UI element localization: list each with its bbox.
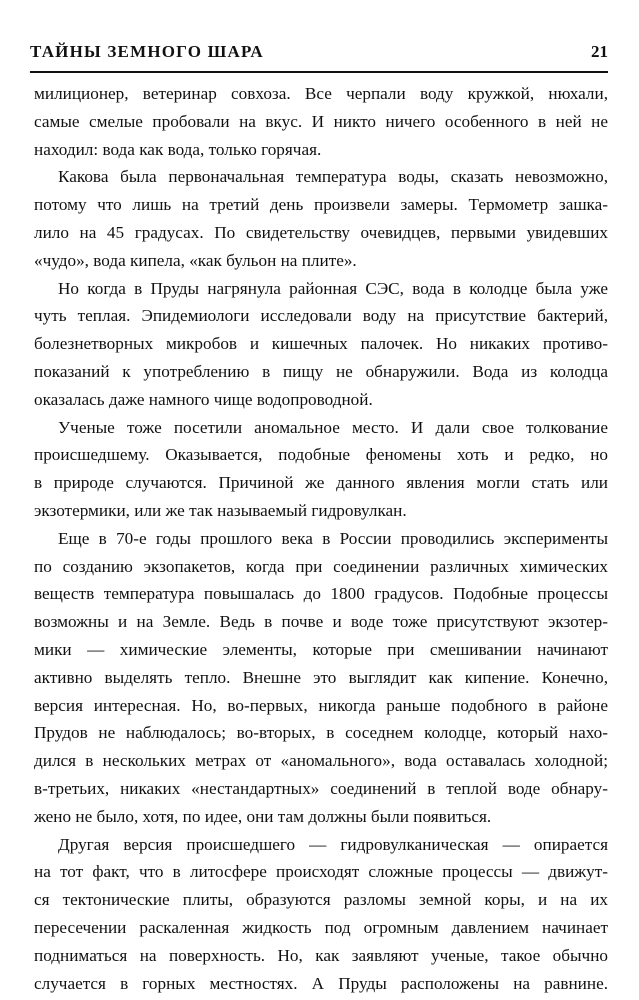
running-head-title: ТАЙНЫ ЗЕМНОГО ШАРА bbox=[30, 42, 264, 61]
text-line: самые смелые пробовали на вкус. И никто ничего особенного в ней не bbox=[34, 111, 608, 131]
text-line: экзотермики, или же так называемый гидровулкан. bbox=[34, 500, 407, 520]
running-head bbox=[30, 41, 608, 65]
text-line: подниматься на поверхность. Но, как заявляют ученые, такое обычно bbox=[34, 945, 608, 965]
text-line: оказалась даже намного чище водопроводной. bbox=[34, 389, 373, 409]
text-line: мики — химические элементы, которые при смешивании начинают bbox=[34, 639, 608, 659]
text-line: на тот факт, что в литосфере происходят сложные процессы — движут- bbox=[34, 862, 608, 882]
text-line: потому что лишь на третий день произвели замеры. Термометр зашка- bbox=[34, 195, 608, 215]
body-text bbox=[34, 80, 608, 997]
text-line: Но когда в Пруды нагрянула районная СЭС, вода в колодце была уже bbox=[58, 278, 608, 298]
text-line: дился в нескольких метрах от «аномального», вода оставалась холодной; bbox=[34, 751, 608, 771]
text-line: Ученые тоже посетили аномальное место. И дали свое толкование bbox=[58, 417, 608, 437]
text-line: ся тектонические плиты, образуются разломы земной коры, и на их bbox=[34, 890, 608, 910]
text-line: возможны и на Земле. Ведь в почве и воде тоже присутствуют экзотер- bbox=[34, 612, 608, 632]
page-number: 21 bbox=[591, 42, 608, 61]
text-line: в-третьих, никаких «нестандартных» соединений в теплой воде обнару- bbox=[34, 778, 608, 798]
header-rule bbox=[30, 71, 608, 73]
text-line: показаний к употреблению в пищу не обнаружили. Вода из колодца bbox=[34, 361, 608, 381]
text-line: Еще в 70-е годы прошлого века в России проводились эксперименты bbox=[58, 528, 608, 548]
text-line: Какова была первоначальная температура воды, сказать невозможно, bbox=[58, 167, 608, 187]
text-line: лило на 45 градусах. По свидетельству очевидцев, первыми увидевших bbox=[34, 222, 608, 242]
text-line: жено не было, хотя, по идее, они там должны были появиться. bbox=[34, 806, 492, 826]
text-line: чуть теплая. Эпидемиологи исследовали воду на присутствие бактерий, bbox=[34, 306, 608, 326]
text-line: в природе случаются. Причиной же данного явления могли стать или bbox=[34, 473, 608, 493]
text-line: болезнетворных микробов и кишечных палочек. Но никаких противо- bbox=[34, 334, 608, 354]
text-line: Другая версия происшедшего — гидровулканическая — опирается bbox=[58, 834, 608, 854]
text-line: версия интересная. Но, во-первых, никогда раньше подобного в районе bbox=[34, 695, 608, 715]
text-line: случается в горных местностях. А Пруды расположены на равнине. bbox=[34, 973, 608, 993]
text-line: веществ температура повышалась до 1800 градусов. Подобные процессы bbox=[34, 584, 608, 604]
text-line: милиционер, ветеринар совхоза. Все черпали воду кружкой, нюхали, bbox=[34, 84, 608, 103]
text-line: находил: вода как вода, только горячая. bbox=[34, 139, 322, 159]
text-line: пересечении раскаленная жидкость под огромным давлением начинает bbox=[34, 917, 608, 937]
text-line: Прудов не наблюдалось; во-вторых, в соседнем колодце, который нахо- bbox=[34, 723, 608, 743]
text-line: происшедшему. Оказывается, подобные феномены хоть и редко, но bbox=[34, 445, 608, 465]
text-line: активно выделять тепло. Внешне это выглядит как кипение. Конечно, bbox=[34, 667, 608, 687]
text-line: «чудо», вода кипела, «как бульон на плите». bbox=[34, 250, 357, 270]
text-line: по созданию экзопакетов, когда при соединении различных химических bbox=[34, 556, 608, 576]
